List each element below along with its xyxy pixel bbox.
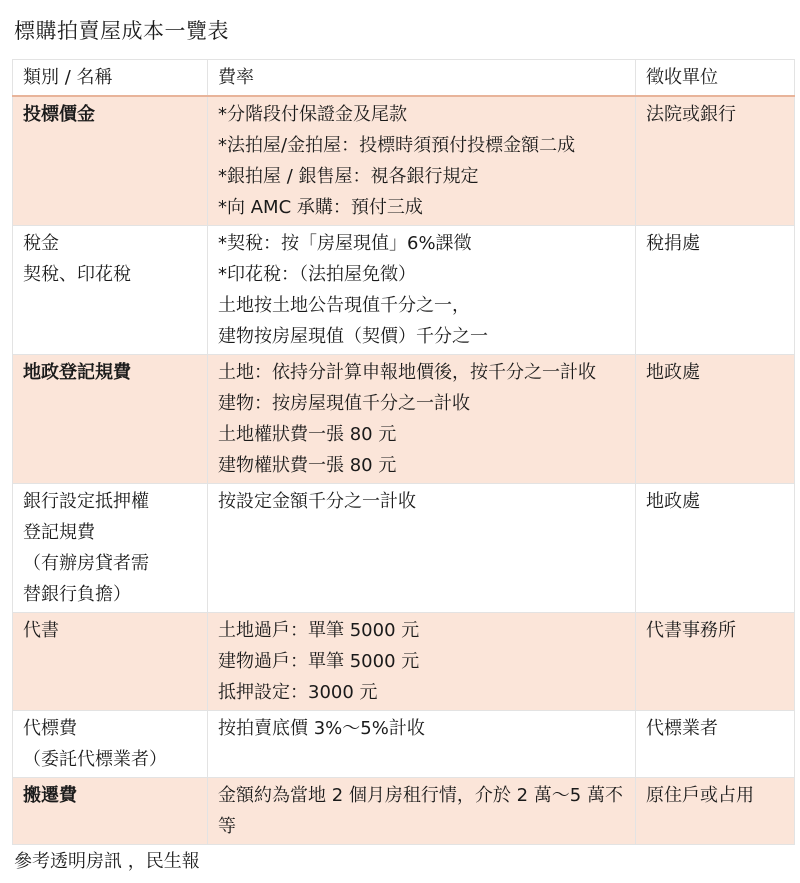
category-line: 投標價金 — [23, 104, 95, 125]
rate-line: *契稅：按「房屋現值」6%課徵 — [218, 233, 472, 254]
category-cell — [13, 484, 208, 613]
category-cell — [13, 355, 208, 484]
page-title: 標購拍賣屋成本一覽表 — [14, 19, 229, 43]
rate-line: *法拍屋/金拍屋：投標時須預付投標金額二成 — [218, 135, 576, 156]
rate-cell — [208, 613, 636, 711]
category-cell — [13, 778, 208, 845]
category-line: 銀行設定抵押權 — [23, 491, 149, 512]
category-line: 替銀行負擔） — [23, 584, 131, 605]
category-line: 搬遷費 — [23, 785, 77, 806]
unit-cell: 稅捐處 — [636, 226, 795, 355]
category-line: 地政登記規費 — [23, 362, 131, 383]
category-line: 稅金 — [23, 233, 59, 254]
source-note: 參考透明房訊 ，民生報 — [14, 851, 200, 872]
rate-line: *印花稅：（法拍屋免徵） — [218, 264, 416, 285]
table-row — [13, 778, 795, 845]
rate-line: 建物按房屋現值（契價）千分之一 — [218, 326, 488, 347]
category-line: 代標費 — [23, 718, 77, 739]
table-row — [13, 484, 795, 613]
category-line: 登記規費 — [23, 522, 95, 543]
unit-cell: 原住戶或占用 — [636, 778, 795, 845]
rate-line: 建物過戶：單筆 5000 元 — [218, 651, 420, 672]
category-line: 契稅、印花稅 — [23, 264, 131, 285]
table-row — [13, 355, 795, 484]
category-line: （有辦房貸者需 — [23, 553, 149, 574]
category-cell — [13, 711, 208, 778]
rate-line: *向 AMC 承購：預付三成 — [218, 197, 423, 218]
rate-cell — [208, 778, 636, 845]
rate-line: 金額約為當地 2 個月房租行情，介於 2 萬～5 萬不等 — [218, 785, 623, 837]
rate-cell — [208, 96, 636, 226]
unit-cell: 地政處 — [636, 484, 795, 613]
category-line: （委託代標業者） — [23, 749, 167, 770]
table-row — [13, 96, 795, 226]
table-header-row — [13, 60, 795, 97]
header-unit: 徵收單位 — [636, 60, 795, 97]
category-cell — [13, 96, 208, 226]
cost-table — [12, 59, 795, 845]
rate-line: 建物：按房屋現值千分之一計收 — [218, 393, 470, 414]
category-cell — [13, 226, 208, 355]
category-line: 代書 — [23, 620, 59, 641]
rate-cell — [208, 226, 636, 355]
header-category: 類別 / 名稱 — [13, 60, 208, 97]
rate-cell — [208, 711, 636, 778]
category-cell — [13, 613, 208, 711]
table-row — [13, 613, 795, 711]
rate-line: 土地：依持分計算申報地價後，按千分之一計收 — [218, 362, 596, 383]
rate-line: 抵押設定：3000 元 — [218, 682, 378, 703]
rate-line: *銀拍屋 / 銀售屋：視各銀行規定 — [218, 166, 479, 187]
table-row — [13, 226, 795, 355]
unit-cell: 代標業者 — [636, 711, 795, 778]
rate-line: 土地權狀費一張 80 元 — [218, 424, 397, 445]
rate-line: 土地按土地公告現值千分之一， — [218, 295, 470, 316]
rate-cell — [208, 355, 636, 484]
rate-line: 按設定金額千分之一計收 — [218, 491, 416, 512]
table-row — [13, 711, 795, 778]
unit-cell: 地政處 — [636, 355, 795, 484]
rate-line: 建物權狀費一張 80 元 — [218, 455, 397, 476]
unit-cell: 法院或銀行 — [636, 96, 795, 226]
rate-cell — [208, 484, 636, 613]
rate-line: 按拍賣底價 3%～5%計收 — [218, 718, 425, 739]
rate-line: 土地過戶：單筆 5000 元 — [218, 620, 420, 641]
unit-cell: 代書事務所 — [636, 613, 795, 711]
rate-line: *分階段付保證金及尾款 — [218, 104, 407, 125]
header-rate: 費率 — [208, 60, 636, 97]
table-body — [13, 96, 795, 845]
